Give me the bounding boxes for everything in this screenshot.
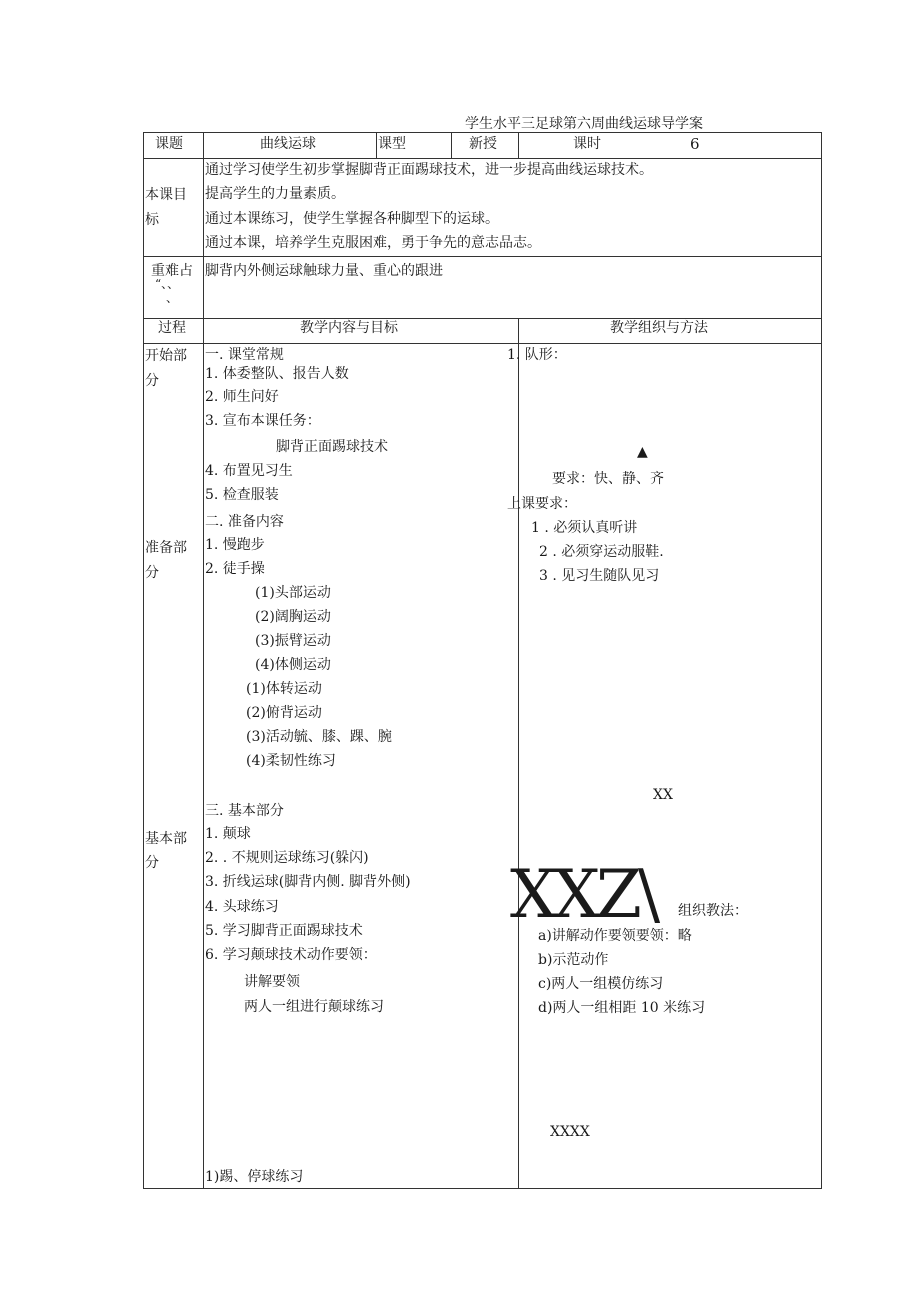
- objectives-label-line1: 本课目: [145, 187, 187, 203]
- content-line: (1)体转运动: [246, 681, 322, 697]
- keypoints-text: 脚背内外侧运球触球力量、重心的跟进: [205, 263, 443, 279]
- content-line: 讲解要领: [244, 974, 300, 990]
- formation-mark: XXXX: [550, 1124, 590, 1140]
- content-line: 1. 体委整队、报告人数: [205, 366, 349, 382]
- content-line: 4. 头球练习: [205, 899, 279, 915]
- document-title: 学生水平三足球第六周曲线运球导学案: [465, 116, 703, 132]
- content-line: 4. 布置见习生: [205, 463, 293, 479]
- triangle-icon: ▲: [637, 444, 648, 460]
- lesson-plan-table: [143, 132, 822, 1189]
- formation-diagram-mark: XXZ\: [510, 856, 657, 933]
- method-line: a)讲解动作要领要领：略: [538, 928, 692, 944]
- method-line: c)两人一组模仿练习: [538, 976, 664, 992]
- hours-cell: [519, 133, 822, 159]
- method-line: 2 . 必须穿运动服鞋.: [539, 544, 664, 560]
- content-line: 2. 师生问好: [205, 389, 279, 405]
- process-prep-line2: 分: [145, 565, 159, 581]
- content-line: 三. 基本部分: [205, 803, 284, 819]
- method-header: 教学组织与方法: [610, 320, 708, 336]
- objective-line: 提高学生的力量素质。: [205, 186, 345, 202]
- keypoints-label-line3: 、: [166, 291, 179, 305]
- content-line: 3. 宣布本课任务：: [205, 413, 321, 429]
- objectives-label-cell: [144, 159, 204, 257]
- process-start-line2: 分: [145, 373, 159, 389]
- process-column-cell: [144, 344, 204, 1189]
- process-basic-line1: 基本部: [145, 831, 187, 847]
- content-header: 教学内容与目标: [300, 320, 398, 336]
- method-line: 1. 队形：: [507, 347, 567, 363]
- content-line: (2)俯背运动: [246, 705, 322, 721]
- content-line: (3)活动毓、膝、踝、腕: [246, 729, 392, 745]
- method-line: 3 . 见习生随队见习: [539, 568, 660, 584]
- content-line: 二. 准备内容: [205, 514, 284, 530]
- topic-value: 曲线运球: [260, 136, 316, 152]
- objective-line: 通过学习使学生初步掌握脚背正面踢球技术，进一步提高曲线运球技术。: [205, 162, 653, 178]
- method-line: b)示范动作: [538, 952, 609, 968]
- objective-line: 通过本课，培养学生克服困难，勇于争先的意志品志。: [205, 235, 541, 251]
- process-basic-line2: 分: [145, 855, 159, 871]
- content-line: (2)阔胸运动: [255, 609, 331, 625]
- content-line: 1)踢、停球练习: [205, 1169, 304, 1185]
- formation-mark: XX: [653, 787, 673, 803]
- objectives-label-line2: 标: [145, 212, 159, 228]
- content-line: 1. 慢跑步: [205, 537, 265, 553]
- method-line: 1 . 必须认真听讲: [531, 520, 638, 536]
- content-line: 1. 颠球: [205, 826, 251, 842]
- content-line: (1)头部运动: [255, 585, 331, 601]
- content-line: 两人一组进行颠球练习: [244, 999, 384, 1015]
- content-line: (4)柔韧性练习: [246, 753, 336, 769]
- keypoints-label-line2: “、、: [155, 277, 180, 291]
- process-start-line1: 开始部: [145, 348, 187, 364]
- keypoints-label-line1: 重难占: [151, 263, 193, 279]
- method-line: 要求：快、静、齐: [552, 471, 664, 487]
- topic-label: 课题: [155, 136, 183, 152]
- content-line: 2. . 不规则运球练习(躲闪): [205, 850, 369, 866]
- content-line: 3. 折线运球(脚背内侧. 脚背外侧): [205, 874, 411, 890]
- content-line: 5. 学习脚背正面踢球技术: [205, 923, 363, 939]
- type-label: 课型: [378, 136, 406, 152]
- hours-label: 课时: [573, 136, 601, 152]
- objective-line: 通过本课练习，使学生掌握各种脚型下的运球。: [205, 211, 499, 227]
- content-line: 脚背正面踢球技术: [276, 439, 388, 455]
- type-value: 新授: [469, 136, 497, 152]
- content-line: 一. 课堂常规: [205, 347, 284, 363]
- content-line: 6. 学习颠球技术动作要领：: [205, 947, 377, 963]
- content-line: 5. 检查服装: [205, 487, 279, 503]
- method-line: d)两人一组相距 10 米练习: [538, 1000, 706, 1016]
- content-line: (4)体侧运动: [255, 657, 331, 673]
- process-prep-line1: 准备部: [145, 540, 187, 556]
- method-line: 组织教法：: [678, 903, 748, 919]
- method-line: 上课要求：: [507, 496, 577, 512]
- content-line: (3)振臂运动: [255, 633, 331, 649]
- hours-value: 6: [690, 135, 700, 153]
- content-line: 2. 徒手操: [205, 561, 265, 577]
- process-header: 过程: [158, 320, 186, 336]
